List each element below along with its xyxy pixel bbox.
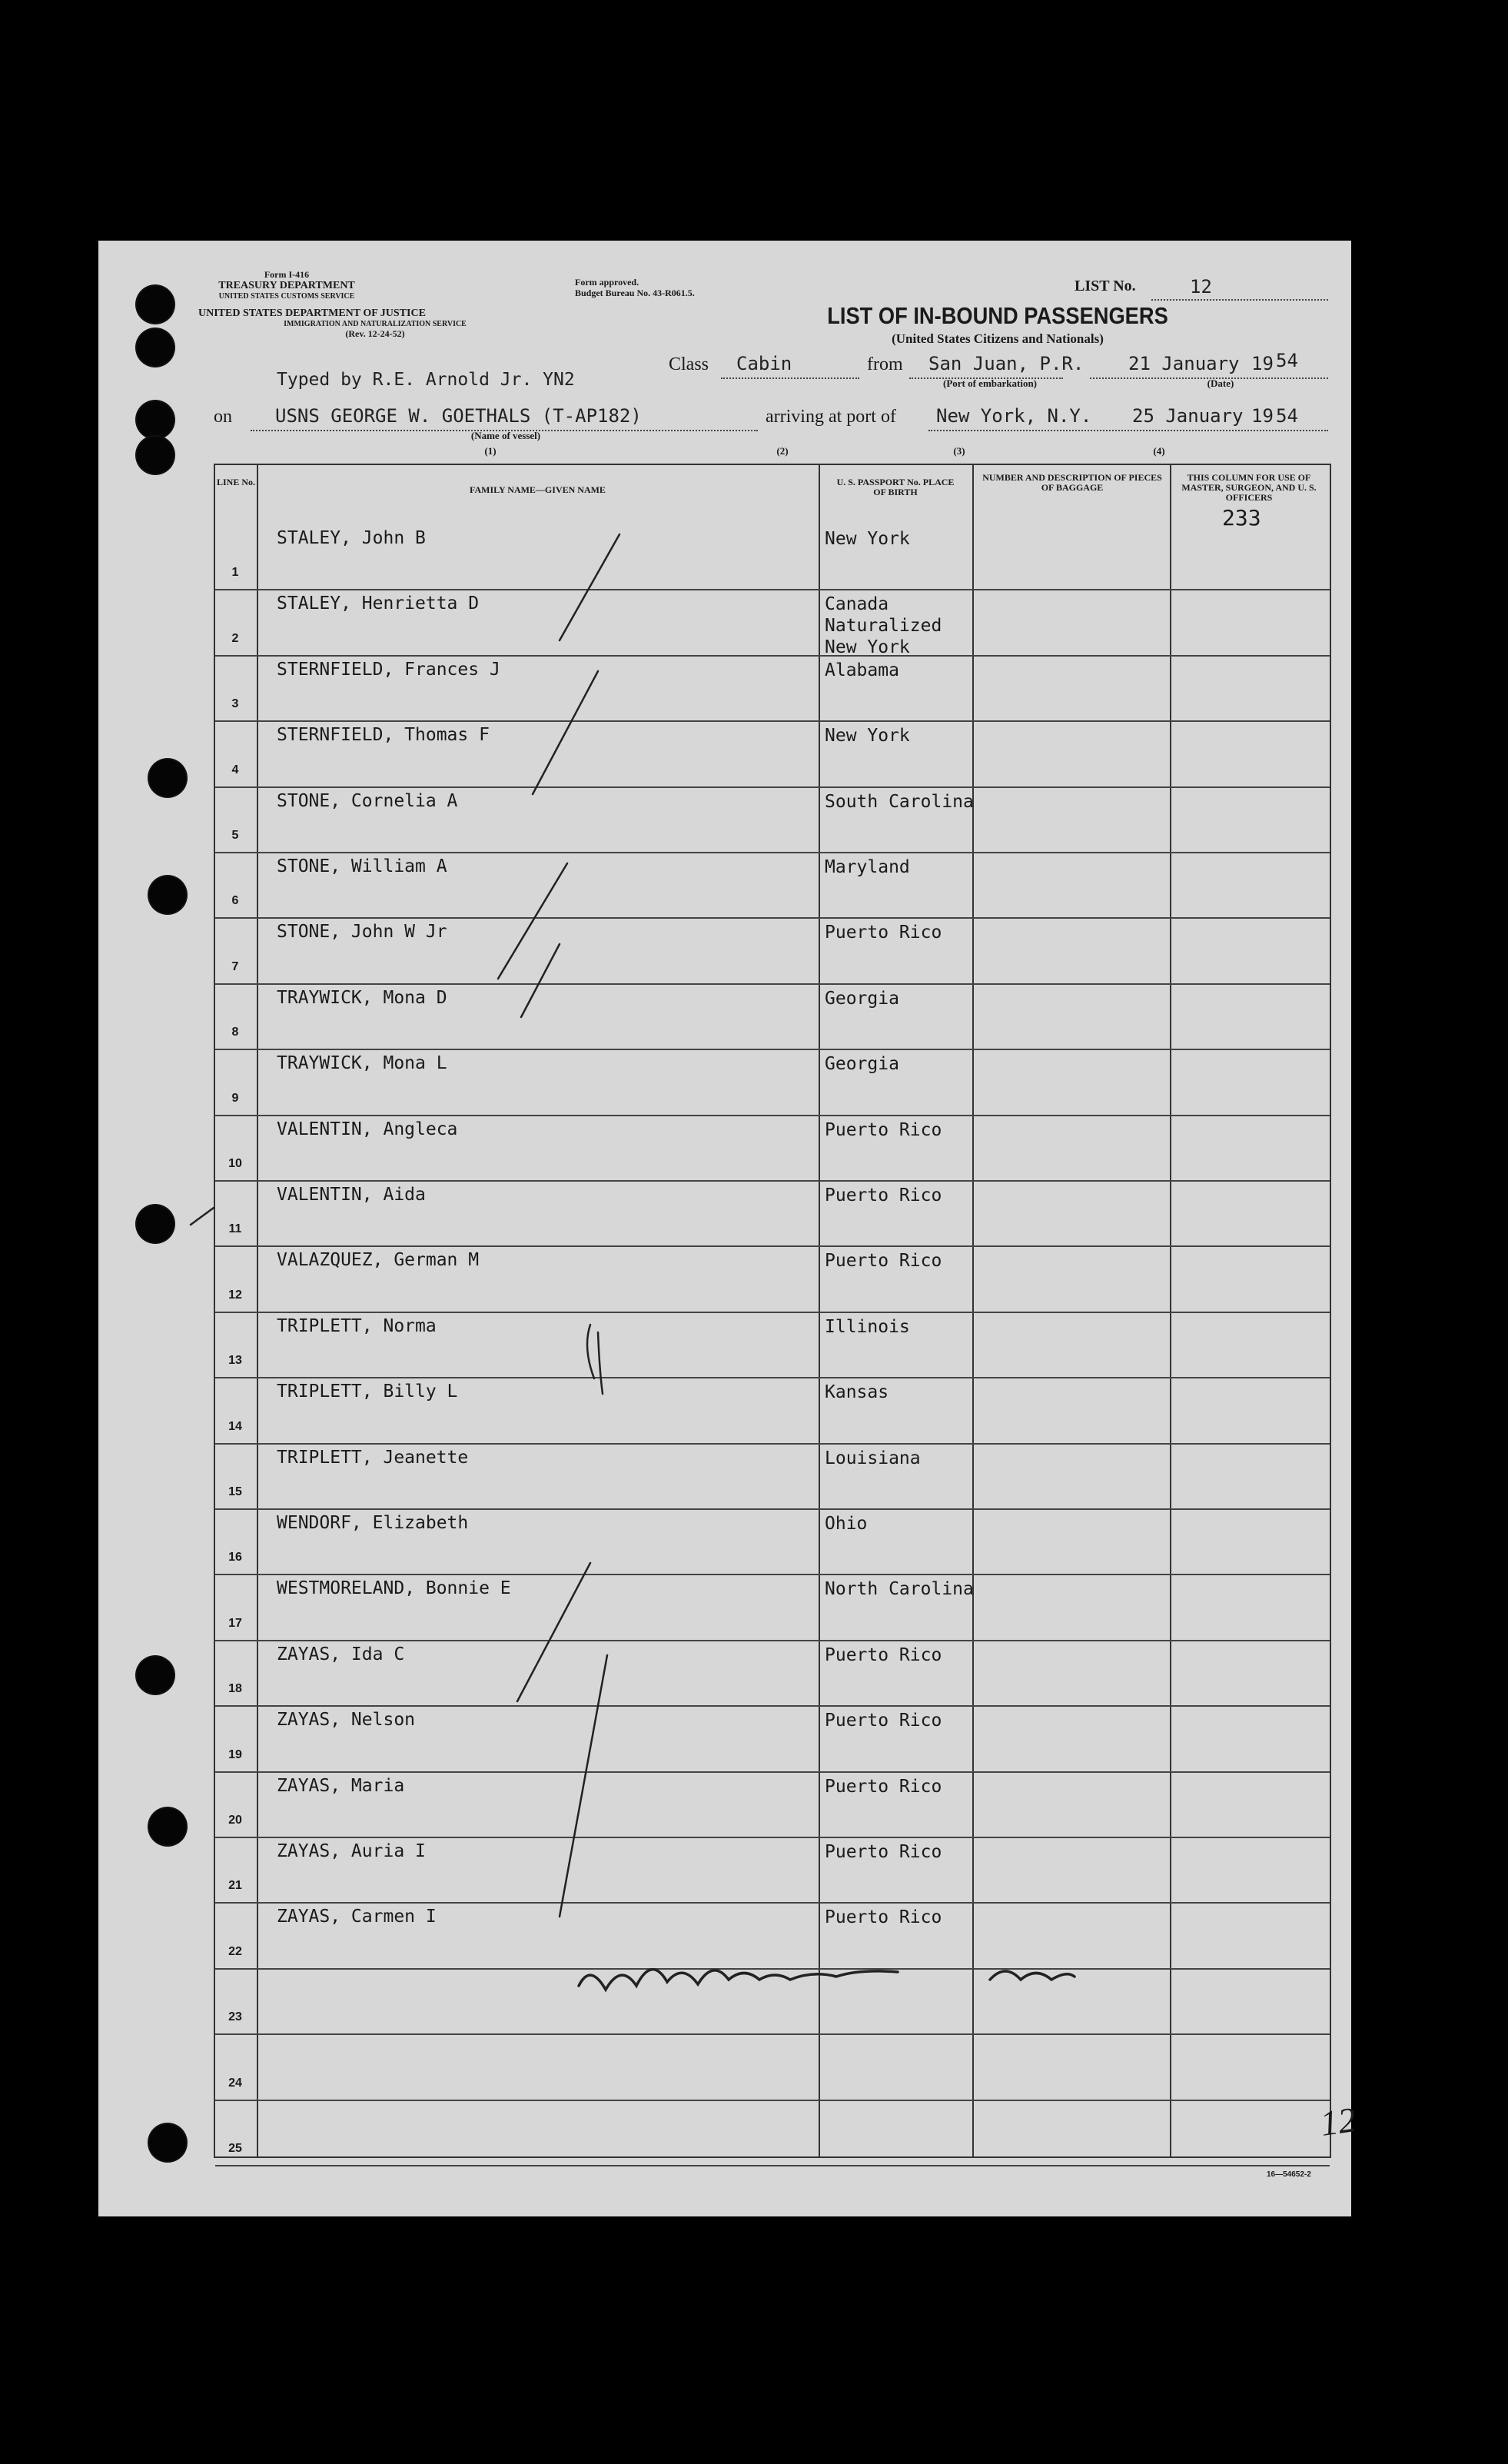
place-of-birth: Puerto Rico [825, 1251, 942, 1272]
place-of-birth: New York [825, 726, 910, 747]
passenger-name: TRIPLETT, Norma [277, 1315, 437, 1336]
place-of-birth: Canada Naturalized New York [825, 594, 942, 658]
arrival-date: 25 January [1132, 405, 1244, 427]
officer-note: 233 [1222, 505, 1261, 530]
arrival-year: 54 [1276, 405, 1298, 427]
passenger-name: VALAZQUEZ, German M [277, 1250, 480, 1271]
check-stroke [587, 1325, 594, 1378]
form-approved: Form approved. [575, 277, 639, 288]
passenger-name: VALENTIN, Aida [277, 1185, 426, 1205]
line-number: 23 [228, 2010, 242, 2024]
list-no-value: 12 [1190, 276, 1212, 298]
date-label: (Date) [1207, 377, 1234, 389]
col-num-2: (2) [776, 445, 789, 457]
line-number: 4 [231, 763, 239, 776]
document-subtitle: (United States Citizens and Nationals) [892, 331, 1104, 346]
header-line-no: LINE No. [216, 477, 255, 487]
place-of-birth: Georgia [825, 1054, 899, 1075]
passenger-name: ZAYAS, Carmen I [277, 1907, 437, 1927]
from-label: from [867, 354, 903, 374]
vessel-label: (Name of vessel) [470, 430, 541, 441]
line-number: 12 [228, 1288, 242, 1302]
port-embarkation-label: (Port of embarkation) [942, 377, 1038, 389]
check-stroke [560, 1655, 607, 1917]
line-number: 2 [231, 631, 239, 645]
place-of-birth: Puerto Rico [825, 1119, 942, 1140]
col-num-3: (3) [953, 445, 965, 457]
typed-by: Typed by R.E. Arnold Jr. YN2 [277, 370, 575, 390]
line-number: 14 [228, 1419, 242, 1433]
arrival-year-prefix: 19 [1251, 405, 1274, 427]
line-number: 19 [228, 1747, 242, 1761]
signature [579, 1970, 898, 1990]
binder-hole [137, 401, 174, 438]
check-stroke [533, 671, 598, 794]
class-value: Cabin [736, 353, 792, 374]
binder-hole [137, 329, 174, 366]
header-officers: THIS COLUMN FOR USE OF MASTER, SURGEON, AND U. S. OFFICERS [1181, 472, 1317, 503]
vessel-name: USNS GEORGE W. GOETHALS (T-AP182) [275, 405, 642, 427]
place-of-birth: Puerto Rico [825, 1644, 942, 1665]
place-of-birth: Puerto Rico [825, 923, 942, 943]
line-number: 21 [228, 1879, 242, 1893]
passenger-name: TRAYWICK, Mona D [277, 987, 447, 1008]
binder-hole [137, 1205, 174, 1242]
place-of-birth: Puerto Rico [825, 1776, 942, 1797]
passenger-name: ZAYAS, Maria [277, 1775, 405, 1796]
handwriting-layer [98, 241, 1351, 2216]
on-label: on [214, 407, 232, 427]
footer-code: 16—54652-2 [1267, 2170, 1311, 2179]
passenger-name: STONE, William A [277, 856, 447, 876]
binder-hole [137, 437, 174, 474]
header-name: FAMILY NAME—GIVEN NAME [470, 484, 606, 495]
document-title: LIST OF IN-BOUND PASSENGERS [827, 302, 1168, 329]
manifest-page [98, 241, 1359, 2216]
place-of-birth: South Carolina [825, 791, 974, 812]
passenger-name: TRIPLETT, Jeanette [277, 1447, 469, 1468]
immigration-service: IMMIGRATION AND NATURALIZATION SERVICE [284, 320, 467, 328]
passenger-name: STONE, John W Jr [277, 922, 447, 943]
line-number: 25 [228, 2142, 242, 2155]
place-of-birth: Illinois [825, 1316, 910, 1337]
line-number: 8 [231, 1026, 239, 1039]
embark-date: 21 January [1128, 353, 1240, 374]
passenger-name: STERNFIELD, Thomas F [277, 725, 490, 746]
place-of-birth: Kansas [825, 1382, 889, 1403]
signature-suffix [990, 1971, 1075, 1980]
header-baggage: NUMBER AND DESCRIPTION OF PIECES OF BAGGAGE [982, 472, 1162, 493]
line-number: 7 [231, 959, 239, 973]
check-stroke [560, 534, 619, 640]
place-of-birth: Louisiana [825, 1448, 921, 1468]
line-number: 22 [228, 1944, 242, 1958]
passenger-name: ZAYAS, Ida C [277, 1644, 405, 1664]
line-number: 6 [231, 894, 239, 908]
line-number: 10 [228, 1157, 242, 1170]
passenger-name: ZAYAS, Auria I [277, 1841, 426, 1861]
from-port: San Juan, P.R. [928, 353, 1084, 374]
binder-hole [137, 286, 174, 323]
passenger-name: STALEY, John B [277, 528, 426, 548]
place-of-birth: Georgia [825, 988, 899, 1009]
binder-hole [149, 760, 186, 796]
place-of-birth: New York [825, 529, 910, 549]
line-number: 1 [231, 566, 239, 580]
place-of-birth: Puerto Rico [825, 1185, 942, 1205]
arrival-port: New York, N.Y. [936, 405, 1092, 427]
passenger-name: STONE, Cornelia A [277, 790, 458, 811]
line-number: 13 [228, 1354, 242, 1368]
binder-hole [149, 1808, 186, 1845]
margin-note: 12 [1317, 2100, 1359, 2143]
col-num-4: (4) [1153, 445, 1165, 457]
binder-hole [137, 1657, 174, 1694]
passenger-name: WENDORF, Elizabeth [277, 1513, 469, 1533]
line-number: 16 [228, 1551, 242, 1565]
line-number: 9 [231, 1091, 239, 1105]
line-number: 5 [231, 829, 239, 842]
line-number: 3 [231, 697, 239, 711]
col-num-1: (1) [484, 445, 497, 457]
place-of-birth: Puerto Rico [825, 1842, 942, 1862]
place-of-birth: Ohio [825, 1514, 868, 1534]
place-of-birth: North Carolina [825, 1579, 974, 1600]
place-of-birth: Alabama [825, 660, 899, 680]
line-number: 18 [228, 1682, 242, 1696]
line-number: 24 [228, 2076, 242, 2090]
dept-treasury: TREASURY DEPARTMENT [218, 280, 355, 291]
passenger-name: VALENTIN, Angleca [277, 1119, 458, 1139]
embark-year: 54 [1276, 350, 1298, 371]
revision-date: (Rev. 12-24-52) [345, 328, 405, 339]
line-number: 15 [228, 1485, 242, 1498]
check-stroke [498, 863, 567, 979]
check-stroke [521, 944, 560, 1017]
embark-year-prefix: 19 [1251, 353, 1274, 374]
line-number: 17 [228, 1616, 242, 1630]
place-of-birth: Maryland [825, 857, 910, 877]
check-stroke [191, 1208, 214, 1225]
form-number: Form I-416 [264, 269, 310, 280]
list-no-label: LIST No. [1075, 278, 1136, 294]
passenger-name: STERNFIELD, Frances J [277, 659, 500, 680]
passenger-name: STALEY, Henrietta D [277, 594, 480, 614]
place-of-birth: Puerto Rico [825, 1711, 942, 1731]
class-label: Class [669, 354, 709, 374]
binder-hole [149, 876, 186, 913]
customs-service: UNITED STATES CUSTOMS SERVICE [218, 292, 355, 301]
budget-bureau: Budget Bureau No. 43-R061.5. [575, 288, 695, 298]
check-stroke [517, 1563, 590, 1701]
binder-hole [149, 2124, 186, 2161]
arriving-label: arriving at port of [766, 407, 896, 427]
passenger-name: TRAYWICK, Mona L [277, 1053, 447, 1074]
check-stroke [598, 1332, 603, 1394]
passenger-name: ZAYAS, Nelson [277, 1710, 416, 1731]
dept-justice: UNITED STATES DEPARTMENT OF JUSTICE [198, 308, 426, 319]
passenger-name: TRIPLETT, Billy L [277, 1382, 458, 1402]
line-number: 11 [228, 1222, 242, 1236]
header-passport: U. S. PASSPORT No. PLACE OF BIRTH [836, 477, 955, 497]
place-of-birth: Puerto Rico [825, 1907, 942, 1928]
passenger-name: WESTMORELAND, Bonnie E [277, 1578, 511, 1599]
line-number: 20 [228, 1814, 242, 1827]
